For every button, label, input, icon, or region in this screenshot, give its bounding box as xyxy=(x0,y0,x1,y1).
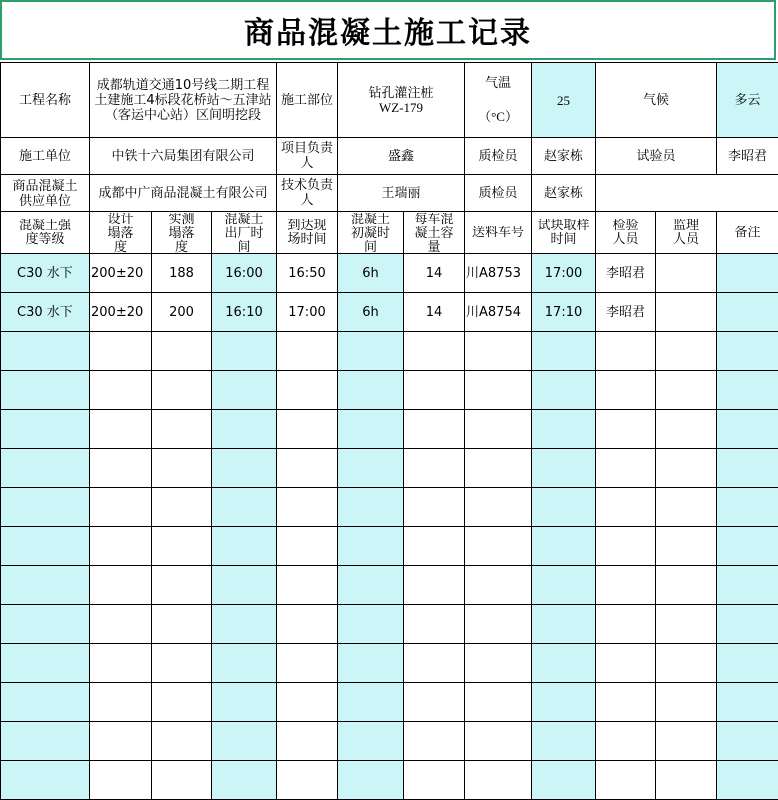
table-cell xyxy=(152,605,212,644)
table-row xyxy=(1,566,778,605)
table-cell xyxy=(338,722,404,761)
table-cell xyxy=(212,644,277,683)
table-cell xyxy=(152,371,212,410)
table-row xyxy=(1,683,778,722)
table-cell xyxy=(1,644,90,683)
table-cell xyxy=(656,683,717,722)
table-cell xyxy=(656,254,717,293)
table-cell xyxy=(277,488,338,527)
table-cell xyxy=(717,449,778,488)
table-cell xyxy=(90,332,152,371)
column-header xyxy=(1,212,90,254)
tester-value: 李昭君 xyxy=(717,138,778,175)
table-cell xyxy=(277,410,338,449)
table-cell xyxy=(596,761,656,800)
table-cell xyxy=(277,722,338,761)
table-cell xyxy=(465,644,532,683)
qc2-label: 质检员 xyxy=(465,175,532,212)
table-cell xyxy=(212,449,277,488)
table-cell xyxy=(338,371,404,410)
table-row xyxy=(1,371,778,410)
table-cell xyxy=(656,605,717,644)
supplier-label xyxy=(1,175,90,212)
table-cell: 16:00 xyxy=(212,254,277,293)
table-cell: 李昭君 xyxy=(596,254,656,293)
table-cell xyxy=(465,761,532,800)
table-cell: 200±20 xyxy=(90,254,152,293)
table-cell xyxy=(277,527,338,566)
table-row xyxy=(1,644,778,683)
page-title: 商品混凝土施工记录 xyxy=(0,0,776,60)
column-header xyxy=(338,212,404,254)
table-cell xyxy=(717,761,778,800)
table-cell xyxy=(338,332,404,371)
table-cell xyxy=(212,371,277,410)
tech-label: 技术负责人 xyxy=(277,175,338,212)
table-cell xyxy=(90,488,152,527)
table-cell xyxy=(212,527,277,566)
tester-label: 试验员 xyxy=(596,138,717,175)
table-cell xyxy=(152,527,212,566)
table-cell xyxy=(404,566,465,605)
table-cell xyxy=(656,488,717,527)
table-cell xyxy=(465,371,532,410)
table-cell xyxy=(404,761,465,800)
temperature-label-cell xyxy=(465,63,532,138)
table-row xyxy=(1,488,778,527)
column-header-text: 设计塌落度 xyxy=(107,213,135,253)
table-cell xyxy=(717,527,778,566)
table-cell xyxy=(152,683,212,722)
temperature-label: 气温 xyxy=(466,76,530,91)
table-cell xyxy=(152,644,212,683)
table-cell xyxy=(277,566,338,605)
table-cell xyxy=(465,722,532,761)
table-cell xyxy=(1,488,90,527)
column-header xyxy=(212,212,277,254)
table-cell xyxy=(717,722,778,761)
table-cell xyxy=(277,371,338,410)
table-cell xyxy=(277,332,338,371)
column-header-text: 送料车号 xyxy=(466,226,530,240)
table-cell xyxy=(596,371,656,410)
table-cell xyxy=(90,566,152,605)
table-cell xyxy=(1,371,90,410)
table-cell xyxy=(338,410,404,449)
table-cell xyxy=(338,761,404,800)
qc2-value: 赵家栋 xyxy=(532,175,596,212)
table-cell xyxy=(465,332,532,371)
table-cell xyxy=(532,449,596,488)
table-cell xyxy=(465,410,532,449)
table-cell: 6h xyxy=(338,293,404,332)
table-cell: C30 水下 xyxy=(1,254,90,293)
table-row xyxy=(1,254,778,293)
table-cell: 16:10 xyxy=(212,293,277,332)
table-cell xyxy=(532,605,596,644)
table-cell xyxy=(717,566,778,605)
table-cell xyxy=(338,449,404,488)
table-cell xyxy=(212,566,277,605)
table-cell xyxy=(1,332,90,371)
table-cell xyxy=(596,605,656,644)
table-cell xyxy=(532,761,596,800)
table-cell xyxy=(717,293,778,332)
unit-label: 施工单位 xyxy=(1,138,90,175)
table-cell xyxy=(90,605,152,644)
table-cell: 川A8753 xyxy=(465,254,532,293)
supplier-value: 成都中广商品混凝土有限公司 xyxy=(90,175,277,212)
table-cell xyxy=(596,488,656,527)
table-cell xyxy=(404,722,465,761)
table-cell xyxy=(465,683,532,722)
table-cell xyxy=(277,683,338,722)
table-cell xyxy=(90,761,152,800)
site-value xyxy=(338,63,465,138)
column-header xyxy=(717,212,778,254)
table-cell xyxy=(277,605,338,644)
table-cell xyxy=(1,449,90,488)
table-cell xyxy=(596,683,656,722)
table-cell: 200 xyxy=(152,293,212,332)
table-cell xyxy=(532,644,596,683)
record-table xyxy=(0,62,778,800)
table-cell xyxy=(1,761,90,800)
qc-value: 赵家栋 xyxy=(532,138,596,175)
table-cell xyxy=(152,761,212,800)
table-cell xyxy=(656,371,717,410)
table-cell xyxy=(152,722,212,761)
table-cell xyxy=(656,722,717,761)
table-cell xyxy=(90,722,152,761)
project-label: 工程名称 xyxy=(1,63,90,138)
table-row xyxy=(1,410,778,449)
table-cell xyxy=(532,683,596,722)
temperature-value: 25 xyxy=(532,63,596,138)
table-row xyxy=(1,332,778,371)
table-cell xyxy=(404,488,465,527)
table-cell xyxy=(277,761,338,800)
table-cell xyxy=(1,410,90,449)
table-cell: 200±20 xyxy=(90,293,152,332)
column-header-text: 监理人员 xyxy=(672,219,700,247)
column-header-text: 混凝土初凝时间 xyxy=(350,213,391,253)
site-value-line2: WZ-179 xyxy=(339,100,463,115)
table-row xyxy=(1,449,778,488)
table-cell xyxy=(596,644,656,683)
table-cell xyxy=(532,332,596,371)
table-cell xyxy=(596,722,656,761)
table-cell xyxy=(596,527,656,566)
table-cell xyxy=(90,683,152,722)
table-cell xyxy=(152,449,212,488)
table-cell xyxy=(212,410,277,449)
table-cell xyxy=(90,527,152,566)
table-cell xyxy=(404,371,465,410)
table-cell xyxy=(212,488,277,527)
table-cell xyxy=(1,683,90,722)
table-cell xyxy=(338,566,404,605)
table-cell xyxy=(596,566,656,605)
table-cell: 16:50 xyxy=(277,254,338,293)
table-cell: 17:00 xyxy=(532,254,596,293)
table-cell xyxy=(338,683,404,722)
table-cell xyxy=(212,683,277,722)
table-cell xyxy=(338,488,404,527)
table-row xyxy=(1,722,778,761)
weather-label: 气候 xyxy=(596,63,717,138)
table-cell xyxy=(404,605,465,644)
unit-value: 中铁十六局集团有限公司 xyxy=(90,138,277,175)
table-cell xyxy=(717,488,778,527)
table-row xyxy=(1,527,778,566)
table-cell xyxy=(465,605,532,644)
table-cell: 14 xyxy=(404,254,465,293)
table-cell xyxy=(212,605,277,644)
table-cell xyxy=(1,605,90,644)
table-row xyxy=(1,293,778,332)
pm-label: 项目负责人 xyxy=(277,138,338,175)
table-cell xyxy=(717,254,778,293)
column-header xyxy=(404,212,465,254)
table-cell xyxy=(656,410,717,449)
table-cell xyxy=(404,683,465,722)
column-header-text: 混凝土出厂时间 xyxy=(224,213,265,253)
table-cell xyxy=(152,566,212,605)
column-header xyxy=(277,212,338,254)
table-cell: C30 水下 xyxy=(1,293,90,332)
table-cell xyxy=(90,449,152,488)
table-cell xyxy=(212,761,277,800)
table-cell xyxy=(656,644,717,683)
table-cell xyxy=(152,332,212,371)
site-label: 施工部位 xyxy=(277,63,338,138)
column-header xyxy=(152,212,212,254)
site-value-line1: 钻孔灌注桩 xyxy=(339,85,463,100)
table-cell xyxy=(656,566,717,605)
table-cell xyxy=(656,761,717,800)
table-cell xyxy=(90,644,152,683)
empty-cell xyxy=(596,175,778,212)
column-header-text: 到达现场时间 xyxy=(287,219,328,247)
tech-value: 王瑞丽 xyxy=(338,175,465,212)
table-cell xyxy=(656,527,717,566)
table-cell: 6h xyxy=(338,254,404,293)
table-cell xyxy=(338,527,404,566)
column-header-text: 检验人员 xyxy=(612,219,640,247)
table-cell xyxy=(717,605,778,644)
table-cell xyxy=(717,332,778,371)
table-cell xyxy=(212,332,277,371)
table-cell xyxy=(532,488,596,527)
column-header-text: 备注 xyxy=(718,226,777,240)
project-value: 成都轨道交通10号线二期工程土建施工4标段花桥站～五津站（客运中心站）区间明挖段 xyxy=(90,63,277,138)
table-cell xyxy=(532,527,596,566)
table-cell xyxy=(1,566,90,605)
column-header xyxy=(596,212,656,254)
table-cell xyxy=(465,527,532,566)
table-cell xyxy=(717,683,778,722)
table-cell xyxy=(532,371,596,410)
column-header-text: 实测塌落度 xyxy=(168,213,196,253)
table-cell xyxy=(532,566,596,605)
table-cell xyxy=(1,527,90,566)
table-cell: 188 xyxy=(152,254,212,293)
table-row xyxy=(1,605,778,644)
table-cell: 17:00 xyxy=(277,293,338,332)
table-cell: 李昭君 xyxy=(596,293,656,332)
table-cell xyxy=(532,722,596,761)
table-cell xyxy=(152,410,212,449)
qc-label: 质检员 xyxy=(465,138,532,175)
table-cell xyxy=(532,410,596,449)
temperature-unit: （°C） xyxy=(466,109,530,124)
table-cell xyxy=(404,410,465,449)
table-cell xyxy=(717,371,778,410)
table-cell xyxy=(596,449,656,488)
table-cell xyxy=(277,449,338,488)
column-header xyxy=(656,212,717,254)
table-cell xyxy=(277,644,338,683)
table-row xyxy=(1,761,778,800)
table-cell xyxy=(656,293,717,332)
column-header-text: 试块取样时间 xyxy=(537,219,591,247)
table-cell: 17:10 xyxy=(532,293,596,332)
table-cell xyxy=(404,527,465,566)
table-cell xyxy=(338,605,404,644)
table-cell xyxy=(152,488,212,527)
supplier-label-text: 商品混凝土供应单位 xyxy=(9,179,81,207)
table-cell xyxy=(465,566,532,605)
column-header-row xyxy=(1,212,778,254)
weather-value: 多云 xyxy=(717,63,778,138)
table-cell xyxy=(90,410,152,449)
table-cell xyxy=(465,488,532,527)
column-header xyxy=(90,212,152,254)
table-cell xyxy=(717,644,778,683)
column-header xyxy=(465,212,532,254)
table-cell xyxy=(90,371,152,410)
table-cell xyxy=(596,410,656,449)
table-cell xyxy=(717,410,778,449)
table-cell: 14 xyxy=(404,293,465,332)
table-cell xyxy=(656,332,717,371)
column-header-text: 混凝土强度等级 xyxy=(18,219,72,247)
table-cell xyxy=(404,332,465,371)
pm-value: 盛鑫 xyxy=(338,138,465,175)
table-cell xyxy=(465,449,532,488)
table-cell xyxy=(656,449,717,488)
column-header xyxy=(532,212,596,254)
table-cell xyxy=(212,722,277,761)
table-cell: 川A8754 xyxy=(465,293,532,332)
table-cell xyxy=(338,644,404,683)
table-cell xyxy=(404,449,465,488)
column-header-text: 每车混凝土容量 xyxy=(414,213,455,253)
table-cell xyxy=(404,644,465,683)
table-cell xyxy=(596,332,656,371)
table-cell xyxy=(1,722,90,761)
